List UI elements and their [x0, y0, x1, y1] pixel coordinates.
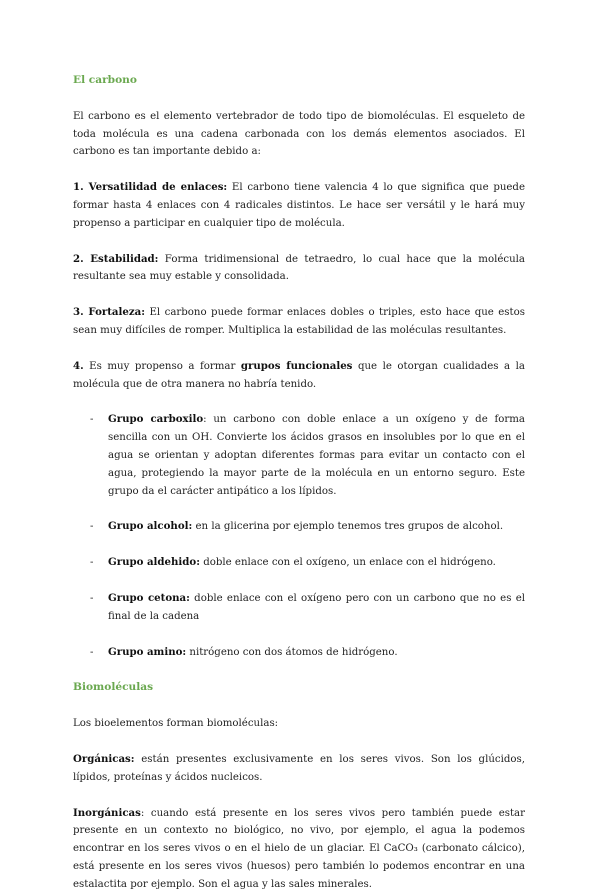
point-bold-term: grupos funcionales	[240, 359, 353, 372]
point-text: El carbono tiene valencia 4 lo que significa que puede formar hasta 4 enlaces con 4 radicales distintos. Le hace ser versátil y le hará muy propenso a participar en cualquier tipo de molécula.	[73, 182, 525, 229]
list-dash: -	[90, 414, 94, 426]
group-label: Grupo cetona:	[108, 591, 190, 604]
group-text: nitrógeno con dos átomos de hidrógeno.	[186, 646, 398, 658]
organicas-text: están presentes exclusivamente en los seres vivos. Son los glúcidos, lípidos, proteínas y ácidos nucleicos.	[73, 753, 525, 783]
carbono-intro: El carbono es el elemento vertebrador de todo tipo de biomoléculas. El esqueleto de toda molécula es una cadena carbonada con los demás elementos asociados. El carbono es tan importante debido a:	[73, 110, 525, 158]
section-title-carbono: El carbono	[73, 74, 137, 86]
list-item-carboxilo	[73, 411, 525, 500]
point-label: 3. Fortaleza:	[73, 306, 146, 319]
list-dash: -	[90, 557, 94, 569]
group-label: Grupo alcohol:	[108, 520, 193, 533]
organicas-label: Orgánicas:	[73, 752, 135, 765]
point-versatilidad	[73, 179, 525, 232]
point-text: Es muy propenso a formar	[83, 360, 241, 372]
list-dash: -	[90, 592, 94, 604]
point-text: que le otorgan cualidades a la molécula que de otra manera no habría tenido.	[73, 360, 525, 390]
list-dash: -	[90, 646, 94, 658]
list-item-aldehido	[73, 554, 525, 572]
inorganicas-label: Inorgánicas	[73, 806, 141, 819]
group-label: Grupo amino:	[108, 645, 187, 658]
point-label: 1. Versatilidad de enlaces:	[73, 181, 228, 194]
list-item-amino	[73, 644, 525, 662]
list-item-alcohol	[73, 518, 525, 536]
point-fortaleza	[73, 304, 525, 340]
list-item-cetona	[73, 590, 525, 626]
group-text: doble enlace con el oxígeno pero con un carbono que no es el final de la cadena	[108, 592, 525, 622]
group-text: en la glicerina por ejemplo tenemos tres grupos de alcohol.	[192, 521, 504, 533]
group-text: : un carbono con doble enlace a un oxígeno y de forma sencilla con un OH. Convierte los ácidos grasos en insolubles por lo que en el agua se orientan y adoptan diferentes formas para evitar un contacto con el agua, protegiendo la mayor parte de la molécula en un entorno seguro. Este grupo da el carácter antipático a los lípidos.	[108, 414, 526, 497]
point-text: Forma tridimensional de tetraedro, lo cual hace que la molécula resultante sea muy estable y consolidada.	[73, 253, 525, 283]
biomoleculas-intro: Los bioelementos forman biomoléculas:	[73, 718, 279, 730]
section-title-biomoleculas: Biomoléculas	[73, 681, 154, 694]
functional-groups-list	[73, 411, 525, 661]
list-dash: -	[90, 521, 94, 533]
point-text: El carbono puede formar enlaces dobles o triples, esto hace que estos sean muy difíciles de romper. Multiplica la estabilidad de las moléculas resultantes.	[73, 307, 525, 336]
group-label: Grupo carboxilo	[108, 413, 204, 426]
inorganicas-paragraph	[73, 805, 525, 894]
inorganicas-text: : cuando está presente en los seres vivos pero también puede estar presente en un contexto no biológico, no vivo, por ejemplo, el agua la podemos encontrar en los seres vivos o en el hielo de un glaciar. El CaCO₃ (carbonato cálcico), está presente en los seres vivos (huesos) pero también lo podemos encontrar en una estalactita por ejemplo. Son el agua y las sales minerales.	[73, 807, 525, 890]
point-grupos-funcionales	[73, 358, 525, 394]
group-text: doble enlace con el oxígeno, un enlace con el hidrógeno.	[199, 557, 496, 569]
point-label: 4.	[73, 359, 84, 372]
group-label: Grupo aldehido:	[108, 556, 200, 569]
point-label: 2. Estabilidad:	[73, 252, 159, 265]
point-estabilidad	[73, 251, 525, 287]
organicas-paragraph	[73, 751, 525, 787]
